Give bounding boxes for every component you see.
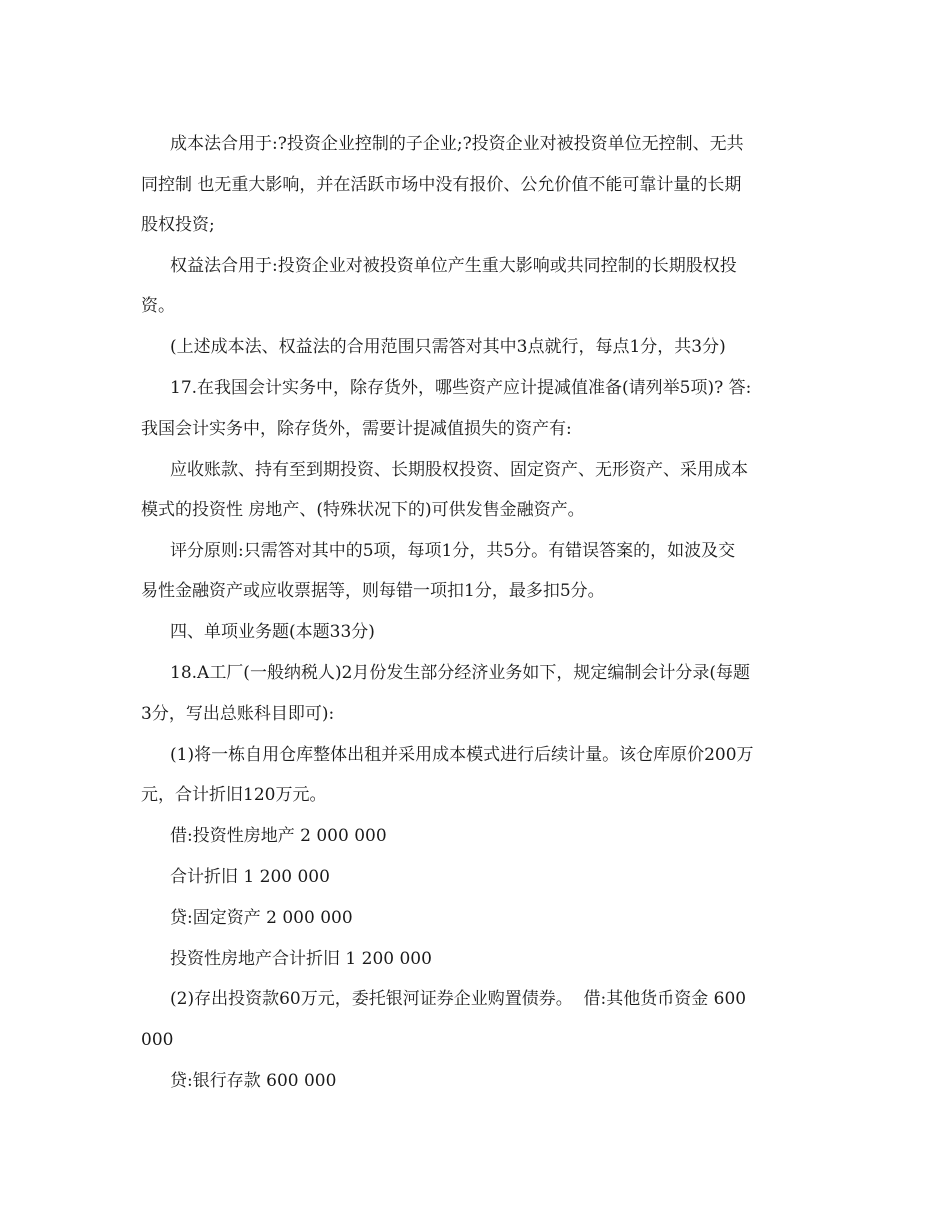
paragraph-line: 资。 [141, 296, 175, 316]
paragraph-line: (1)将一栋自用仓库整体出租并采用成本模式进行后续计量。该仓库原价200万 [170, 745, 754, 765]
paragraph-line: (2)存出投资款60万元，委托银河证券企业购置债券。 借:其他货币资金 600 [170, 989, 747, 1009]
paragraph-line: 成本法合用于:?投资企业控制的子企业;?投资企业对被投资单位无控制、无共 [170, 134, 744, 154]
journal-entry-line: 贷:银行存款 600 000 [170, 1071, 337, 1091]
paragraph-line: 易性金融资产或应收票据等，则每错一项扣1分，最多扣5分。 [141, 581, 605, 601]
paragraph-line: 我国会计实务中，除存货外，需要计提减值损失的资产有: [141, 419, 572, 439]
question-heading: 17.在我国会计实务中，除存货外，哪些资产应计提减值准备(请列举5项)? 答: [170, 378, 752, 398]
paragraph-line: (上述成本法、权益法的合用范围只需答对其中3点就行，每点1分，共3分) [170, 337, 726, 357]
journal-entry-line: 贷:固定资产 2 000 000 [170, 908, 353, 928]
paragraph-line: 股权投资; [141, 215, 215, 235]
paragraph-line: 3分，写出总账科目即可): [141, 704, 335, 724]
section-heading: 四、单项业务题(本题33分) [170, 622, 375, 642]
paragraph-line: 应收账款、持有至到期投资、长期股权投资、固定资产、无形资产、采用成本 [170, 460, 748, 480]
paragraph-line: 权益法合用于:投资企业对被投资单位产生重大影响或共同控制的长期股权投 [170, 256, 737, 276]
journal-entry-line: 合计折旧 1 200 000 [170, 867, 330, 887]
journal-entry-line: 借:投资性房地产 2 000 000 [170, 826, 387, 846]
paragraph-line: 元，合计折旧120万元。 [141, 785, 327, 805]
paragraph-line: 评分原则:只需答对其中的5项，每项1分，共5分。有错误答案的，如波及交 [170, 541, 736, 561]
question-heading: 18.A工厂(一般纳税人)2月份发生部分经济业务如下，规定编制会计分录(每题 [170, 663, 751, 683]
paragraph-line: 同控制 也无重大影响，并在活跃市场中没有报价、公允价值不能可靠计量的长期 [141, 175, 742, 195]
paragraph-line: 000 [141, 1030, 174, 1050]
journal-entry-line: 投资性房地产合计折旧 1 200 000 [170, 949, 432, 969]
paragraph-line: 模式的投资性 房地产、(特殊状况下的)可供发售金融资产。 [141, 500, 585, 520]
